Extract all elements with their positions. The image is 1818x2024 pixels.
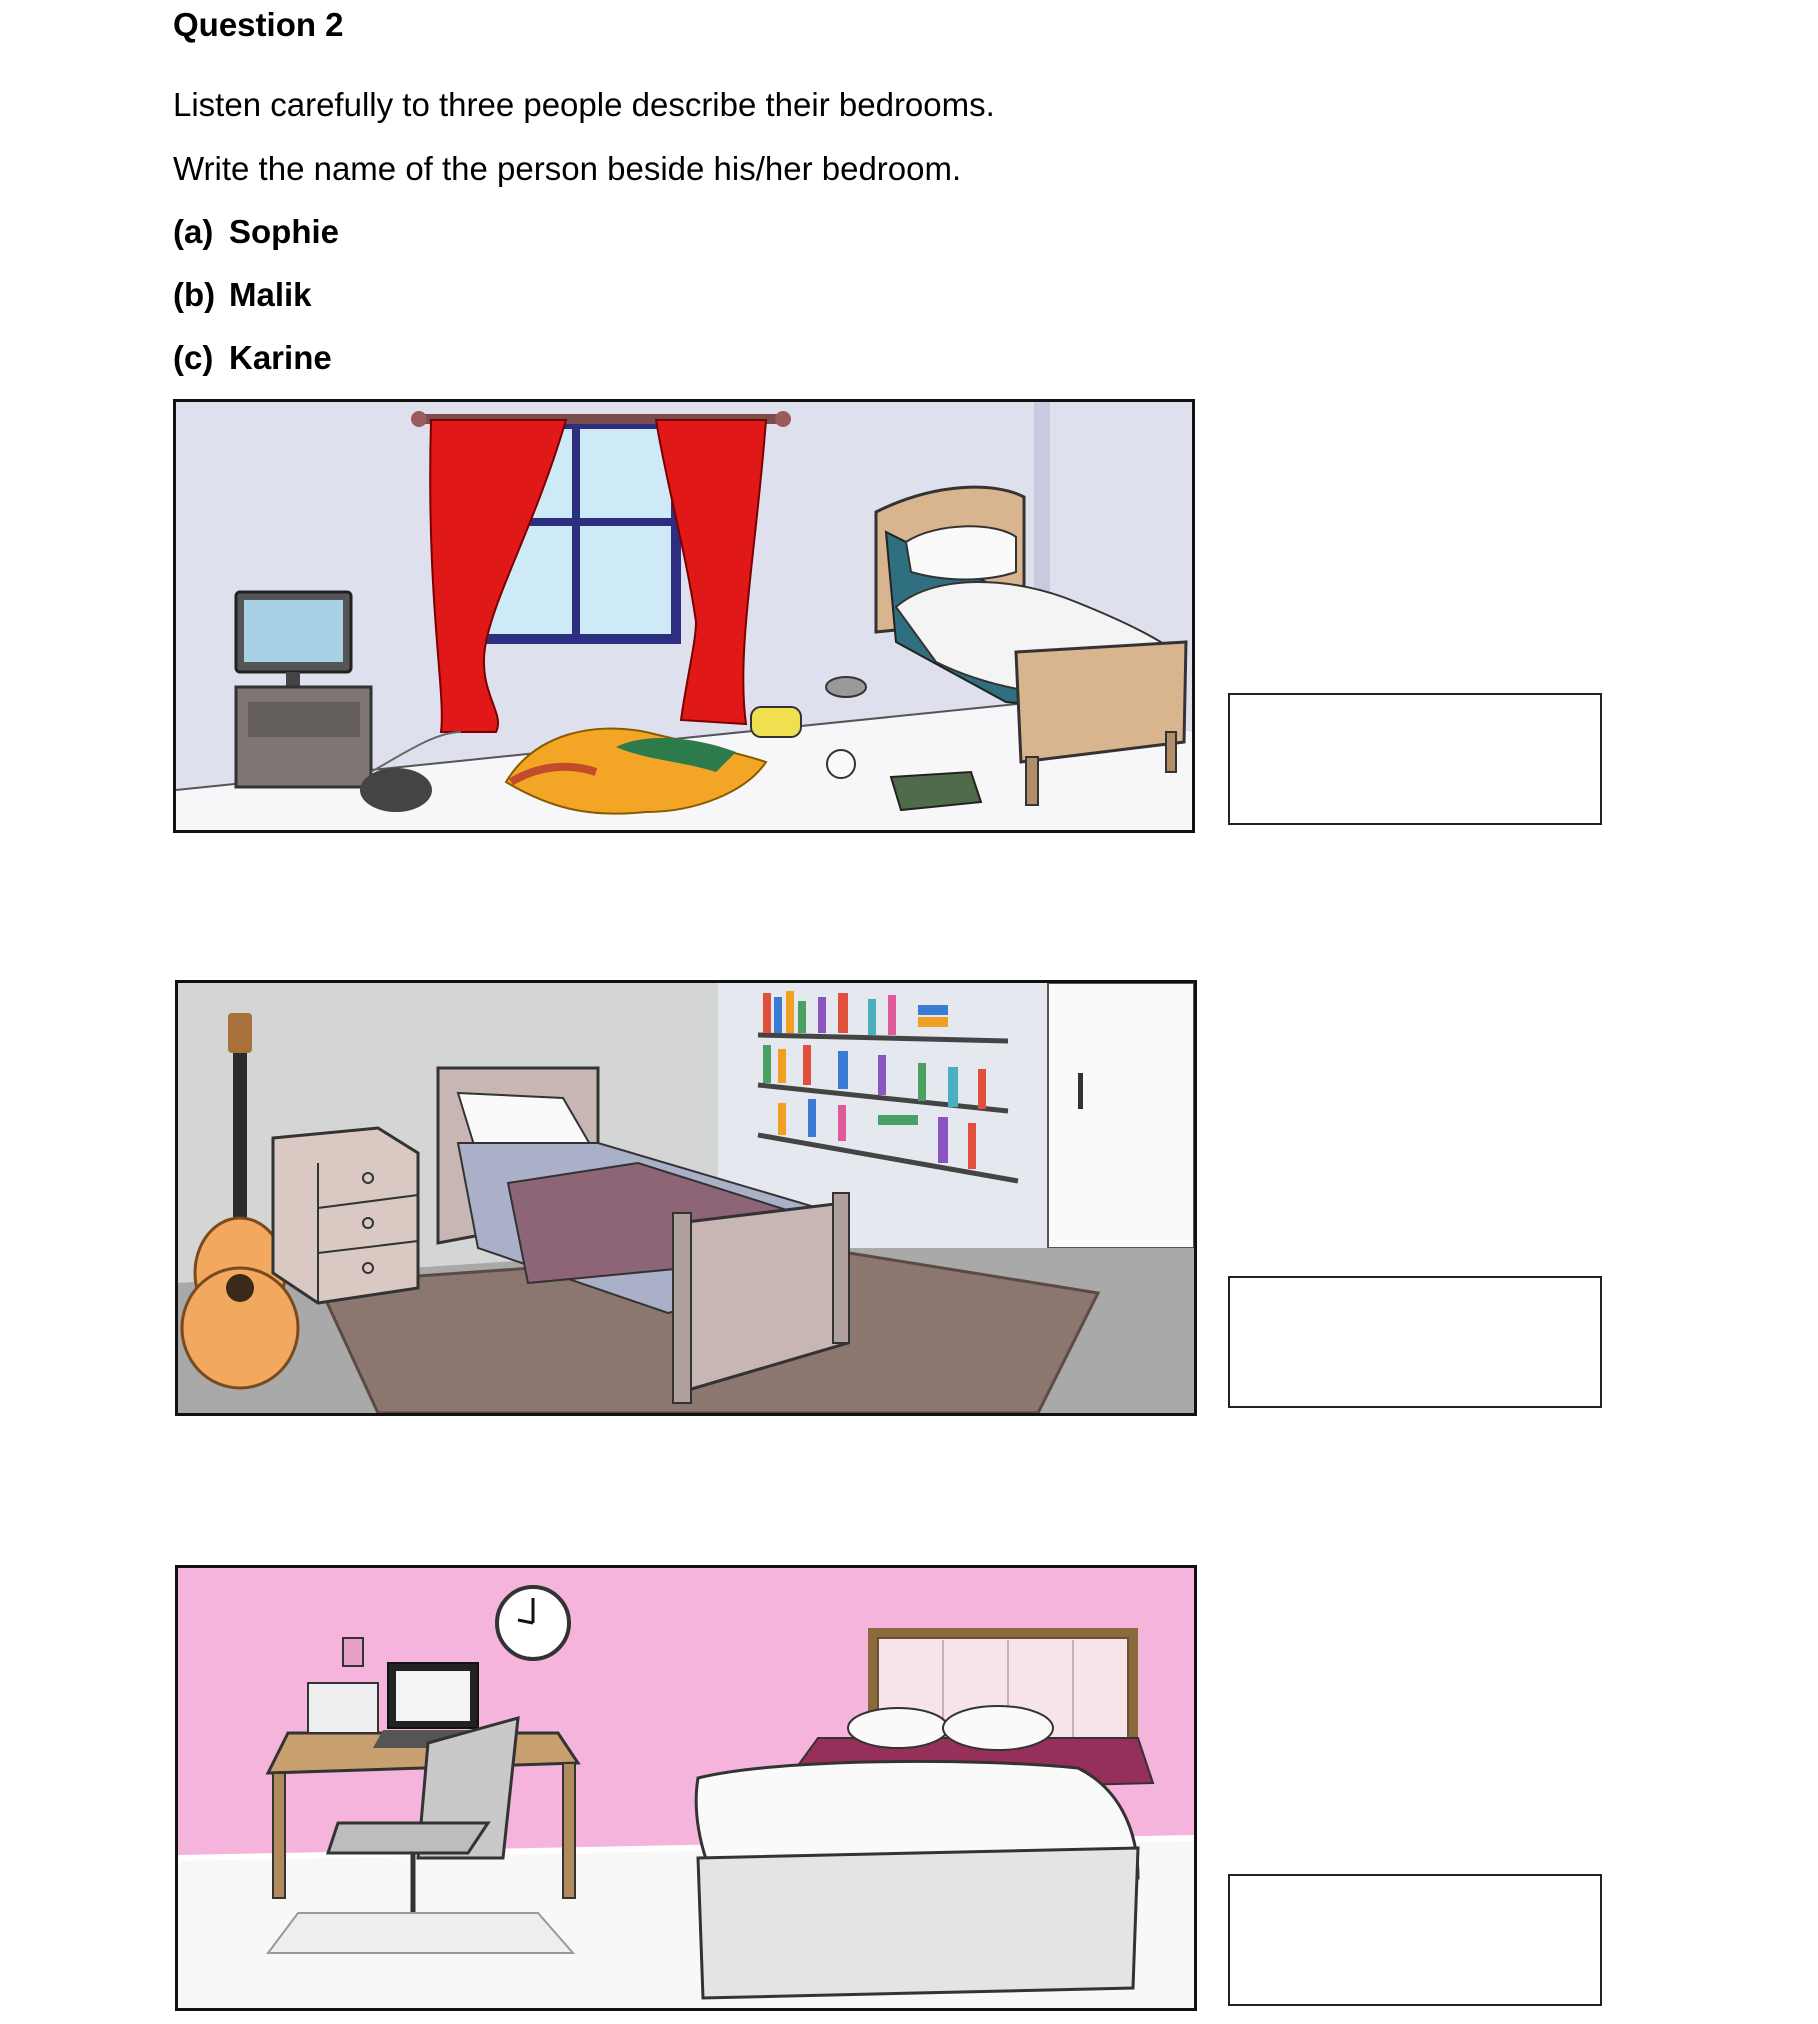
rug-icon [268,1913,573,1953]
ball-icon [827,750,855,778]
bedroom-picture-2 [175,980,1197,1416]
instruction-write: Write the name of the person beside his/her bedroom. [173,150,962,187]
option-c-label: (c) [173,339,214,376]
tidy-bedroom-illustration [178,983,1194,1413]
bedroom-picture-1 [173,399,1195,833]
option-c-name: Karine [229,339,332,376]
bedroom-picture-3 [175,1565,1197,2011]
pink-bedroom-illustration [178,1568,1194,2008]
game-controller-icon [360,768,432,812]
instruction-listen: Listen carefully to three people describe their bedrooms. [173,86,995,123]
option-c [173,339,332,377]
chest-of-drawers-icon [273,1128,418,1303]
toy-bus-icon [751,707,801,737]
wardrobe-icon [1048,983,1194,1248]
answer-box-1[interactable] [1228,693,1602,825]
answer-box-2[interactable] [1228,1276,1602,1408]
question-title: Question 2 [173,6,344,43]
wall-clock-icon [497,1587,569,1659]
option-a-label: (a) [173,213,214,250]
option-b-label: (b) [173,276,216,313]
messy-bedroom-illustration [176,402,1192,830]
option-a [173,213,339,251]
toy-ufo-icon [826,677,866,697]
option-a-name: Sophie [229,213,340,250]
answer-box-3[interactable] [1228,1874,1602,2006]
toy-tank-icon [891,772,981,810]
option-b [173,276,312,314]
option-b-name: Malik [229,276,312,313]
